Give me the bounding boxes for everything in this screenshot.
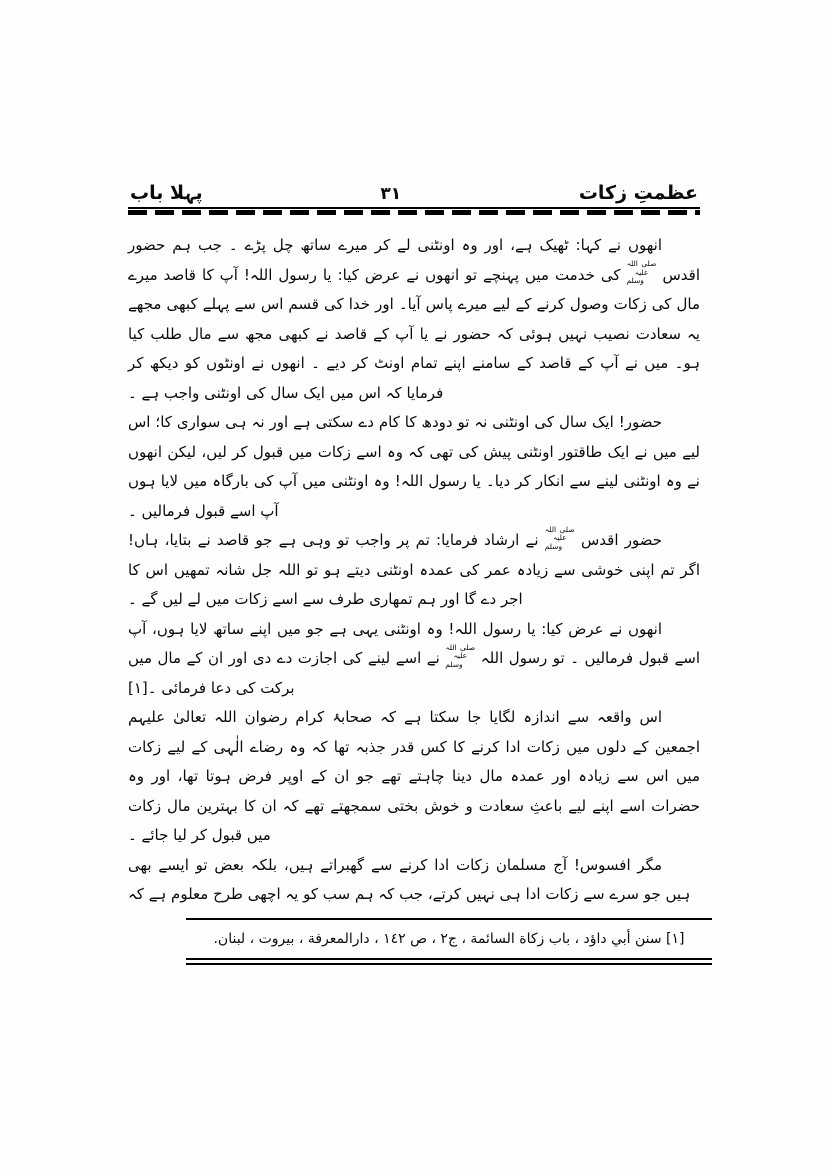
page-content [128,182,700,965]
footnote-citation: [١] سنن أبي داؤد ، باب زكاة السائمة ، ج٢ ، ص ١٤٢ ، دارالمعرفة ، بيروت ، لبنان. [213,930,685,947]
honorific-mark: صلی اللہ علیہ وسلم [626,259,657,286]
running-head-chapter: پہلا باب [130,182,203,204]
paragraph: حضور! ایک سال کی اونٹنی نہ تو دودھ کا کام دے سکتی ہے اور نہ ہی سواری کا؛ اس لیے میں نے ایک طاقتور اونٹنی پیش کی تھی کہ وہ اسے زکات میں قبول کر لیں، لیکن انھوں نے وہ اونٹنی لینے سے انکار کر دیا۔ یا رسول اللہ! وہ اونٹنی میں آپ کی بارگاہ میں لایا ہوں آپ اسے قبول فرمالیں ۔ [128,413,700,520]
paragraph: حضور اقدس صلی اللہ علیہ وسلم نے ارشاد فرمایا: تم پر واجب تو وہی ہے جو قاصد نے بتایا، ہاں! اگر تم اپنی خوشی سے زیادہ عمر کی عمدہ اونٹنی دیتے ہو تو اللہ جل شانہ تمھیں اس کا اجر دے گا اور ہم تمھاری طرف سے اسے زکات میں لے لیں گے ۔ [128,524,700,608]
body-text [128,231,700,910]
page-number: ۳۱ [380,184,402,204]
paragraph: مگر افسوس! آج مسلمان زکات ادا کرنے سے گھبراتے ہیں، بلکہ بعض تو ایسے بھی ہیں جو سرے سے زکات ادا ہی نہیں کرتے، جب کہ ہم سب کو یہ اچھی طرح معلوم ہے کہ [128,855,691,903]
running-header [128,182,700,207]
header-rule-dashes [128,210,700,215]
honorific-mark: صلی اللہ علیہ وسلم [544,524,575,551]
running-head-book-title: عظمتِ زکات [578,182,698,204]
paragraph: اس واقعہ سے اندازہ لگایا جا سکتا ہے کہ صحابۂ کرام رضوان اللہ تعالیٰ علیہم اجمعین کے دلوں میں زکات ادا کرنے کا کس قدر جذبہ تھا کہ وہ رضاے الٰہی کے لیے زکات میں اس سے زیادہ اور عمدہ مال دینا چاہتے تھے جو ان کے اوپر فرض ہوتا تھا، اور وہ حضرات اسے اپنے لیے باعثِ سعادت و خوش بختی سمجھتے تھے کہ ان کا بہترین مال زکات میں قبول کر لیا جائے ۔ [128,708,700,844]
paragraph: انھوں نے کہا: ٹھیک ہے، اور وہ اونٹنی لے کر میرے ساتھ چل پڑے ۔ جب ہم حضور اقدس صلی اللہ علیہ وسلم کی خدمت میں پہنچے تو انھوں نے عرض کیا: یا رسول اللہ! آپ کا قاصد میرے مال کی زکات وصول کرنے کے لیے میرے پاس آیا۔ اور خدا کی قسم اس سے پہلے کبھی مجھے یہ سعادت نصیب نہیں ہوئی کہ حضور نے یا آپ کے قاصد نے کبھی مجھ سے مال طلب کیا ہو۔ میں نے آپ کے قاصد کے سامنے اپنے تمام اونٹ کر دیے ۔ انھوں نے اونٹوں کو دیکھ کر فرمایا کہ اس میں ایک سال کی اونٹنی واجب ہے ۔ [128,236,700,402]
footnote-box [186,918,712,966]
header-ornamental-rule [128,207,700,215]
honorific-mark: صلی اللہ علیہ وسلم [445,642,476,669]
paragraph: انھوں نے عرض کیا: یا رسول اللہ! وہ اونٹنی یہی ہے جو میں اپنے ساتھ لایا ہوں، آپ اسے قبول فرمالیں ۔ تو رسول اللہ صلی اللہ علیہ وسلم نے اسے لینے کی اجازت دے دی اور ان کے مال میں برکت کی دعا فرمائی ۔[۱] [128,619,701,697]
